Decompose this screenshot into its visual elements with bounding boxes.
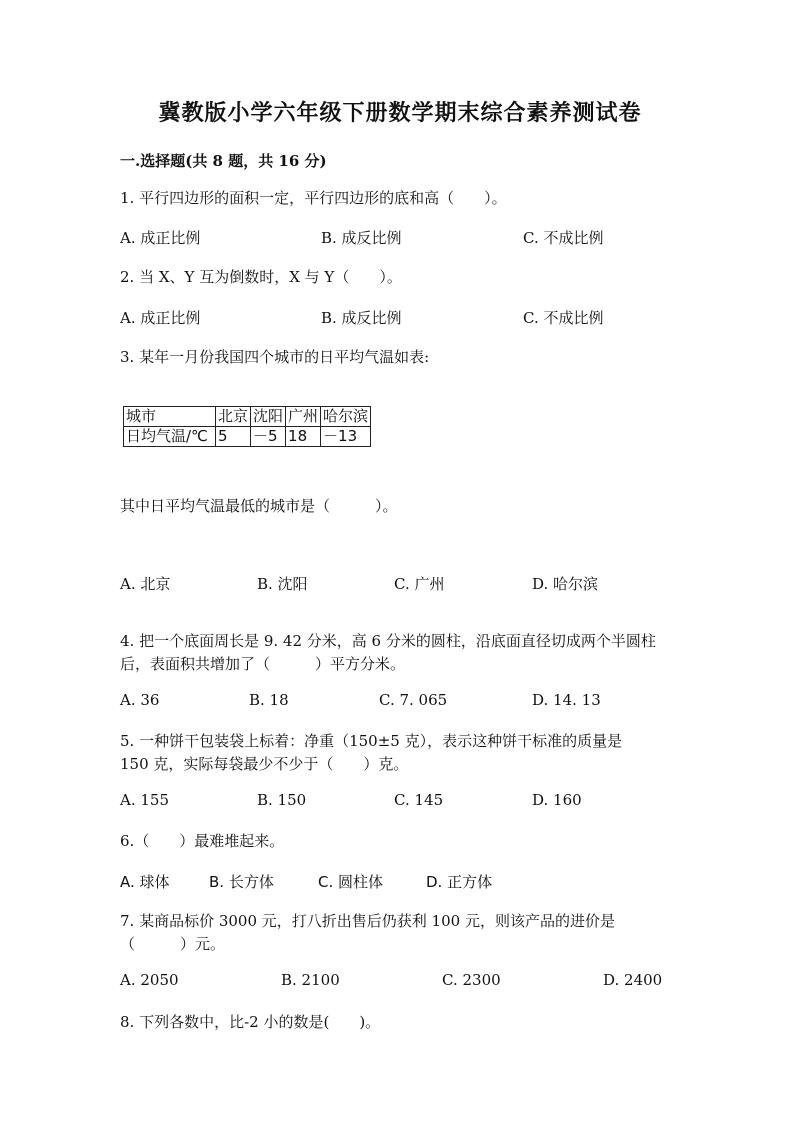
option-a[interactable]: A. 成正比例 [120,229,201,247]
table-cell: 哈尔滨 [321,407,371,427]
option-a[interactable]: A. 2050 [120,971,179,989]
option-b[interactable]: B. 150 [257,791,307,809]
question-4-line-1: 4. 把一个底面周长是 9. 42 分米，高 6 分米的圆柱，沿底面直径切成两个半圆柱 [120,632,656,650]
option-d[interactable]: D. 2400 [603,971,663,989]
option-a[interactable]: A. 36 [120,691,160,709]
table-cell: 广州 [286,407,321,427]
table-cell: 城市 [124,407,216,427]
table-cell: 日均气温/℃ [124,427,216,447]
question-3: 3. 某年一月份我国四个城市的日平均气温如表: [120,348,430,366]
option-a[interactable]: A. 155 [120,791,169,809]
option-c[interactable]: C. 7. 065 [379,691,448,709]
option-b[interactable]: B. 长方体 [209,873,274,891]
table-cell: 北京 [216,407,251,427]
table-cell: 18 [286,427,321,447]
question-1: 1. 平行四边形的面积一定，平行四边形的底和高（ ）。 [120,189,507,207]
question-7-line-2: （ ）元。 [120,935,226,953]
temperature-table [123,406,371,447]
question-2: 2. 当 X、Y 互为倒数时，X 与 Y（ ）。 [120,268,402,286]
question-5-options [120,791,740,813]
question-5-line-1: 5. 一种饼干包装袋上标着：净重（150±5 克），表示这种饼干标准的质量是 [120,732,623,750]
question-4-options [120,691,740,713]
table-row [124,407,371,427]
option-c[interactable]: C. 广州 [394,575,445,593]
option-b[interactable]: B. 2100 [281,971,340,989]
option-b[interactable]: B. 18 [249,691,289,709]
question-7 [120,910,615,956]
question-1-options [120,227,740,249]
table-cell: －5 [251,427,286,447]
option-d[interactable]: D. 正方体 [426,873,493,891]
option-d[interactable]: D. 14. 13 [532,691,601,709]
table-cell: 5 [216,427,251,447]
option-b[interactable]: B. 成反比例 [321,309,402,327]
question-6-options [120,871,740,893]
question-4 [120,630,656,676]
option-c[interactable]: C. 2300 [442,971,501,989]
question-3-options [120,573,740,595]
question-2-options [120,307,740,329]
page-title: 冀教版小学六年级下册数学期末综合素养测试卷 [158,100,642,126]
question-5 [120,730,622,776]
option-a[interactable]: A. 北京 [120,575,171,593]
table-cell: 沈阳 [251,407,286,427]
section-heading: 一.选择题(共 8 题，共 16 分) [120,152,327,170]
question-4-line-2: 后，表面积共增加了（ ）平方分米。 [120,655,406,673]
option-a[interactable]: A. 球体 [120,873,170,891]
question-8: 8. 下列各数中，比-2 小的数是( )。 [120,1013,381,1031]
table-row [124,427,371,447]
option-a[interactable]: A. 成正比例 [120,309,201,327]
option-c[interactable]: C. 145 [394,791,444,809]
table-cell: －13 [321,427,371,447]
option-c[interactable]: C. 圆柱体 [318,873,384,891]
option-d[interactable]: D. 哈尔滨 [532,575,599,593]
option-c[interactable]: C. 不成比例 [523,309,604,327]
option-b[interactable]: B. 沈阳 [257,575,308,593]
question-5-line-2: 150 克，实际每袋最少不少于（ ）克。 [120,755,409,773]
question-3-prompt: 其中日平均气温最低的城市是（ ）。 [120,497,398,515]
option-c[interactable]: C. 不成比例 [523,229,604,247]
option-d[interactable]: D. 160 [532,791,582,809]
question-7-options [120,971,740,993]
option-b[interactable]: B. 成反比例 [321,229,402,247]
question-7-line-1: 7. 某商品标价 3000 元，打八折出售后仍获利 100 元，则该产品的进价是 [120,912,615,930]
question-6: 6.（ ）最难堆起来。 [120,832,285,850]
